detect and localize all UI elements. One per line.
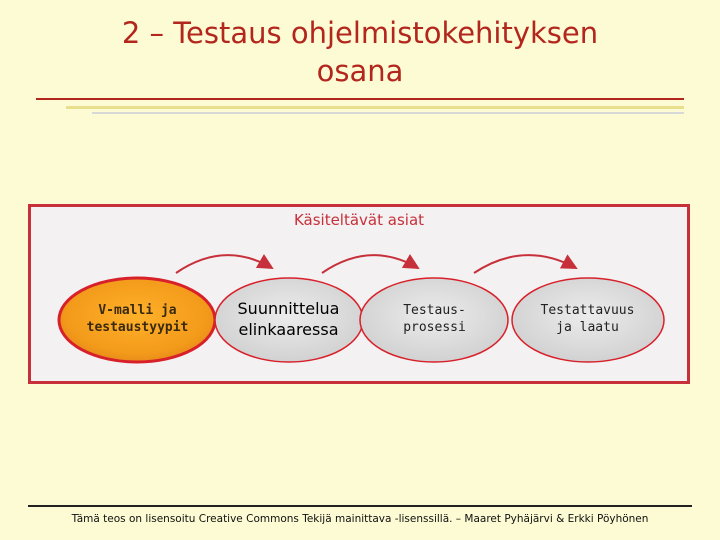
slide-title-line2: osana xyxy=(316,54,404,88)
node-vmodel-label: V-malli ja testaustyypit xyxy=(86,303,189,335)
node-quality-label: Testattavuus ja laatu xyxy=(540,303,635,335)
footer-divider xyxy=(28,505,692,507)
flow-arrow-1 xyxy=(176,255,272,273)
node-process-label: Testaus- prosessi xyxy=(403,303,466,335)
slide-title-line1: 2 – Testaus ohjelmistokehityksen xyxy=(121,16,599,50)
node-planning-label: Suunnittelua elinkaaressa xyxy=(237,299,340,339)
topics-heading: Käsiteltävät asiat xyxy=(293,211,425,229)
flow-arrow-2 xyxy=(322,255,418,273)
flow-arrow-3 xyxy=(474,255,576,273)
license-footer: Tämä teos on lisensoitu Creative Commons Tekijä mainittava -lisenssillä. – Maaret Pyhäjärvi & Erkki Pöyhönen xyxy=(71,513,649,525)
